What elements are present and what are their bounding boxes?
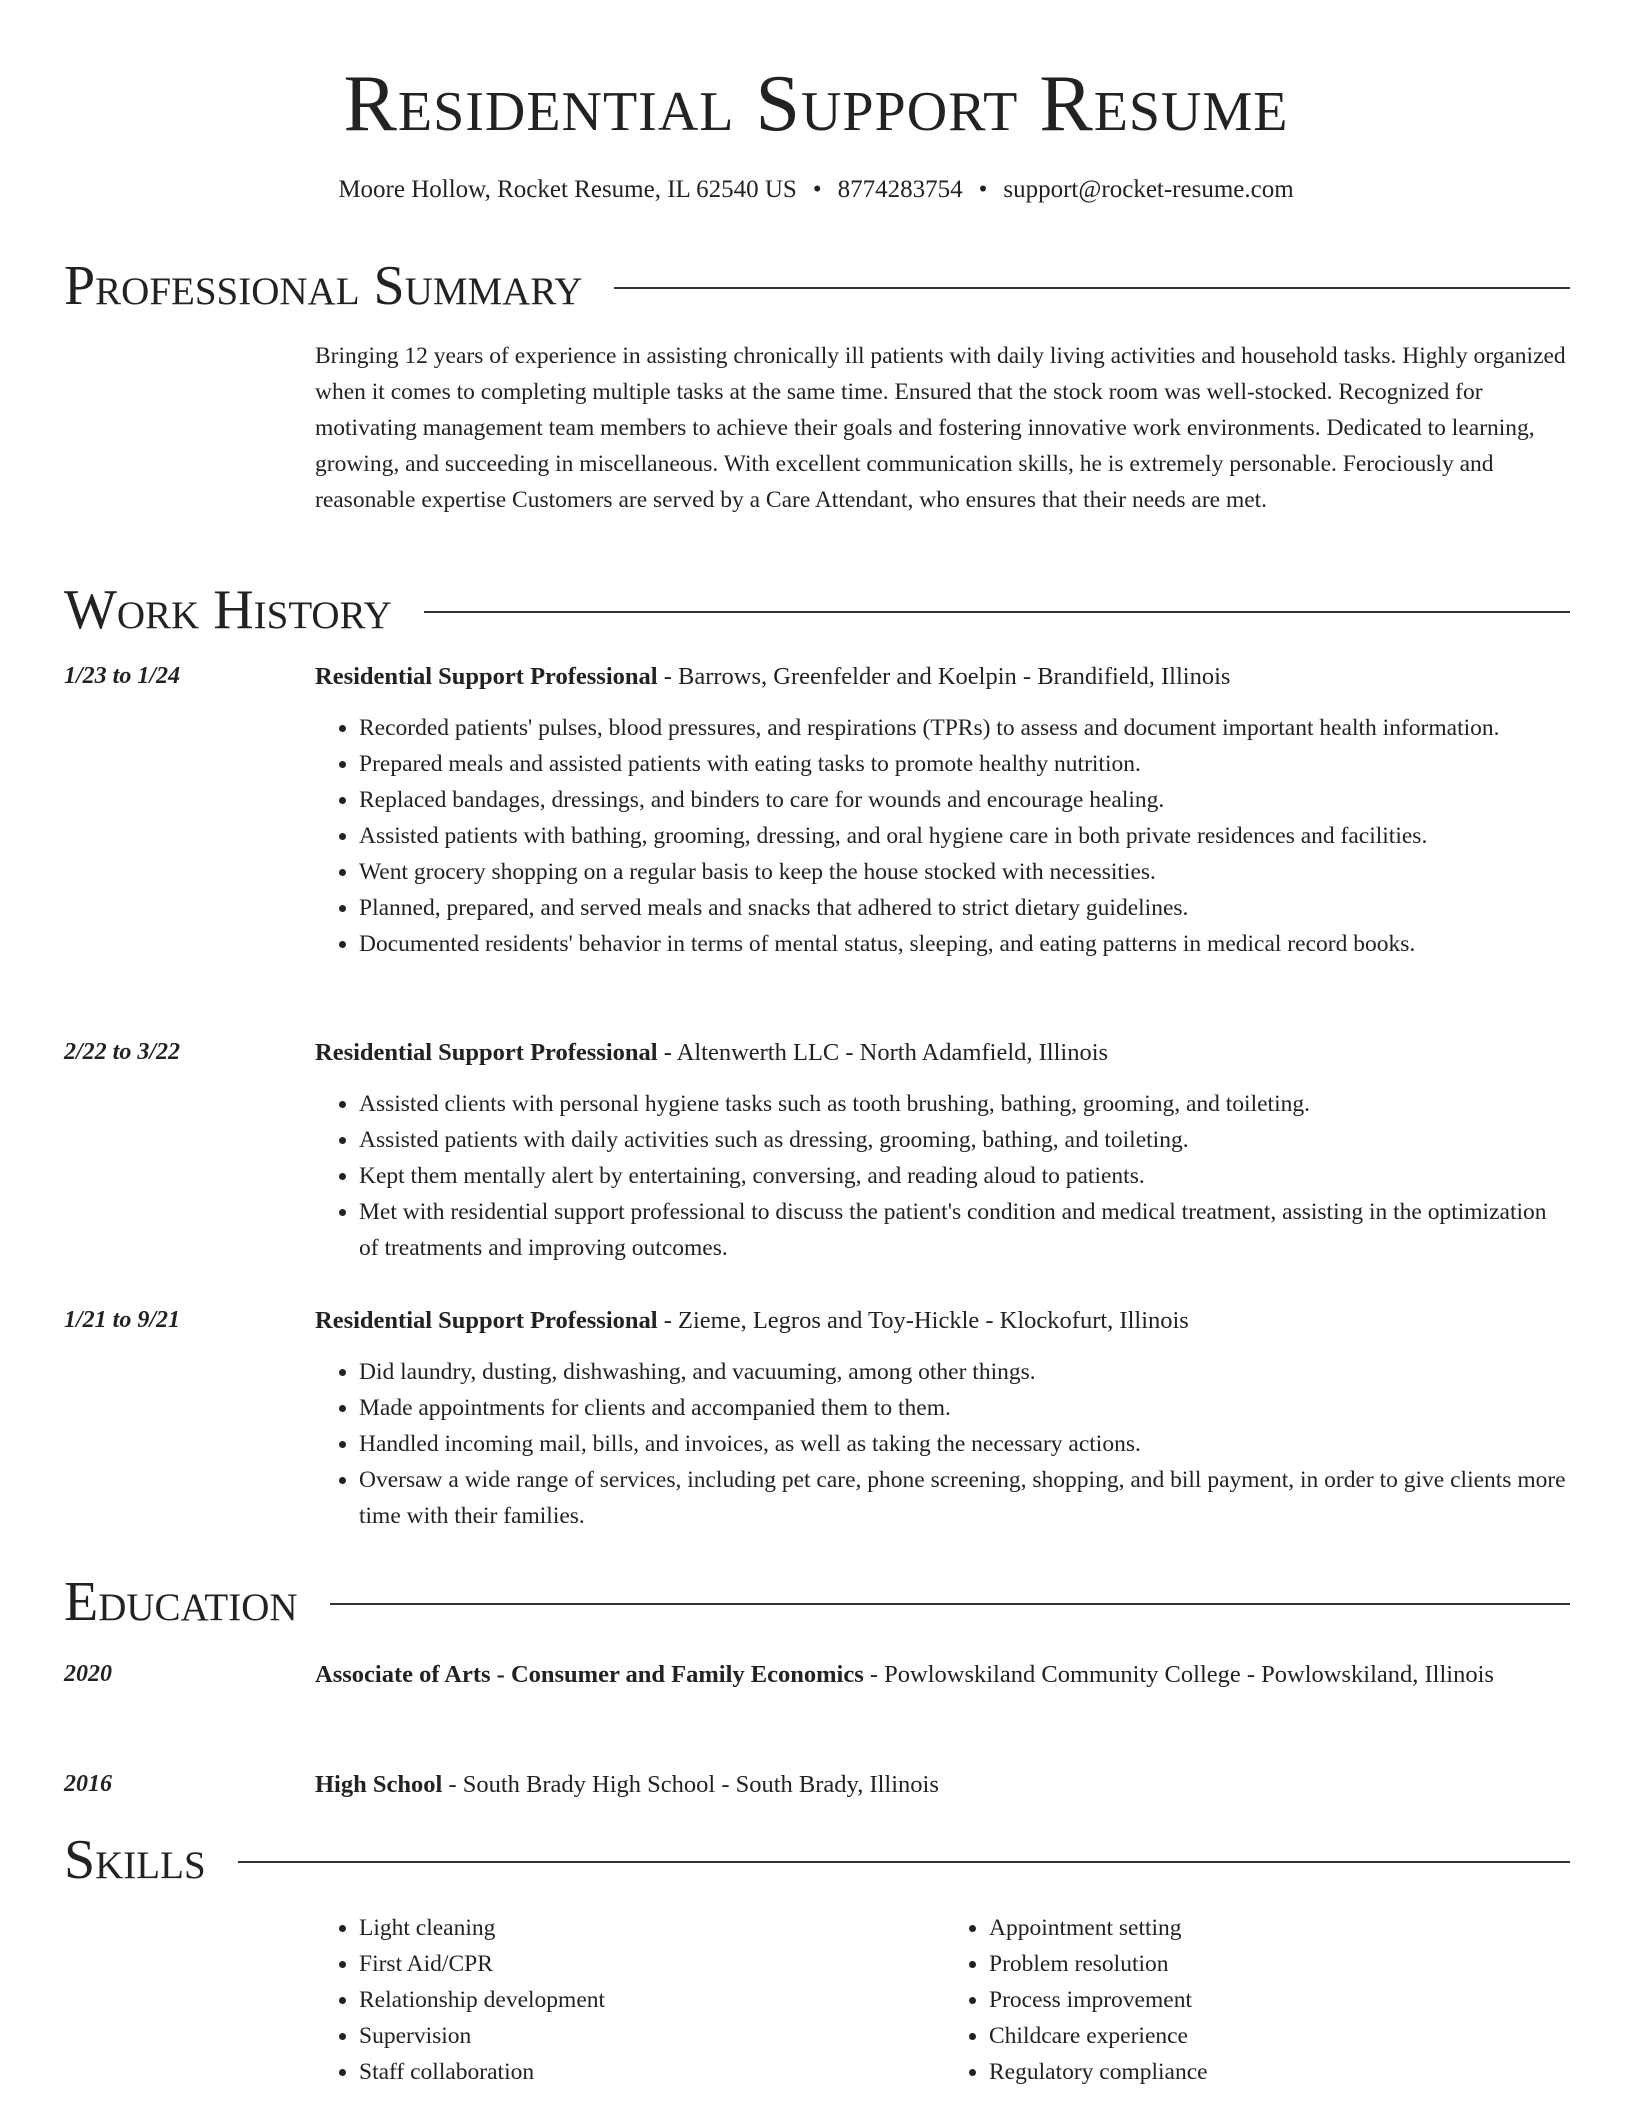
duty-item: • Planned, prepared, and served meals and snacks that adhered to strict dietary guidelines.	[359, 890, 1570, 926]
education-degree: Associate of Arts - Consumer and Family Economics	[315, 1661, 864, 1688]
job-duties	[315, 710, 1570, 962]
duty-item: • Assisted clients with personal hygiene tasks such as tooth brushing, bathing, grooming, and toileting.	[359, 1086, 1570, 1122]
education-line	[315, 1766, 1570, 1804]
contact-separator: •	[812, 176, 822, 203]
skill-item: • Regulatory compliance	[989, 2054, 1559, 2090]
duty-item: • Assisted patients with daily activities such as dressing, grooming, bathing, and toileting.	[359, 1122, 1570, 1158]
education-details: - Powlowskiland Community College - Powlowskiland, Illinois	[863, 1661, 1494, 1688]
section-rule	[330, 1603, 1570, 1605]
contact-separator: •	[978, 176, 988, 203]
section-rule	[614, 287, 1570, 289]
skill-item: • Light cleaning	[359, 1910, 929, 1946]
job-title-line	[315, 1034, 1570, 1072]
skill-item: • Appointment setting	[989, 1910, 1559, 1946]
duty-item: • Handled incoming mail, bills, and invoices, as well as taking the necessary actions.	[359, 1426, 1570, 1462]
education-degree: High School	[315, 1771, 443, 1798]
duty-item: • Went grocery shopping on a regular basis to keep the house stocked with necessities.	[359, 854, 1570, 890]
section-heading-work-history	[64, 580, 1570, 640]
skill-item: • Childcare experience	[989, 2018, 1559, 2054]
contact-phone: 8774283754	[837, 176, 963, 203]
job-details: - Barrows, Greenfelder and Koelpin - Brandifield, Illinois	[657, 663, 1231, 690]
skills-column-1	[315, 1910, 929, 2090]
job-details: - Altenwerth LLC - North Adamfield, Illinois	[657, 1039, 1109, 1066]
duty-item: • Made appointments for clients and accompanied them to them.	[359, 1390, 1570, 1426]
duty-item: • Documented residents' behavior in terms of mental status, sleeping, and eating patterns in medical record books.	[359, 926, 1570, 962]
job-dates: 2/22 to 3/22	[64, 1039, 181, 1065]
resume-title: Residential Support Resume	[343, 60, 1289, 148]
duty-item: • Oversaw a wide range of services, including pet care, phone screening, shopping, and bill payment, in order to give clients more time with their families.	[359, 1462, 1570, 1534]
duty-item: • Kept them mentally alert by entertaining, conversing, and reading aloud to patients.	[359, 1158, 1570, 1194]
skill-item: • Problem resolution	[989, 1946, 1559, 1982]
job-title: Residential Support Professional	[315, 1039, 658, 1066]
job-dates: 1/21 to 9/21	[64, 1307, 181, 1333]
section-heading-skills	[64, 1830, 1570, 1890]
skills-column-2	[929, 1910, 1559, 2090]
job-duties	[315, 1086, 1570, 1266]
education-line	[315, 1656, 1570, 1694]
job-title: Residential Support Professional	[315, 1307, 658, 1334]
education-details: - South Brady High School - South Brady, Illinois	[442, 1771, 939, 1798]
skill-item: • Relationship development	[359, 1982, 929, 2018]
job-title-line	[315, 658, 1570, 696]
duty-item: • Assisted patients with bathing, grooming, dressing, and oral hygiene care in both private residences and facilities.	[359, 818, 1570, 854]
contact-email: support@rocket-resume.com	[1003, 176, 1294, 203]
education-year: 2020	[64, 1661, 112, 1687]
job-details: - Zieme, Legros and Toy-Hickle - Klockofurt, Illinois	[657, 1307, 1189, 1334]
section-rule	[424, 611, 1570, 613]
skill-item: • Staff collaboration	[359, 2054, 929, 2090]
section-title: Skills	[64, 1829, 206, 1891]
job-dates: 1/23 to 1/24	[64, 663, 181, 689]
section-title: Education	[64, 1571, 298, 1633]
section-title: Professional Summary	[64, 255, 583, 317]
duty-item: • Did laundry, dusting, dishwashing, and vacuuming, among other things.	[359, 1354, 1570, 1390]
education-year: 2016	[64, 1771, 112, 1797]
skill-item: • Process improvement	[989, 1982, 1559, 2018]
duty-item: • Recorded patients' pulses, blood pressures, and respirations (TPRs) to assess and document important health information.	[359, 710, 1570, 746]
duty-item: • Replaced bandages, dressings, and binders to care for wounds and encourage healing.	[359, 782, 1570, 818]
job-title-line	[315, 1302, 1570, 1340]
contact-address: Moore Hollow, Rocket Resume, IL 62540 US	[338, 176, 797, 203]
skill-item: • First Aid/CPR	[359, 1946, 929, 1982]
section-title: Work History	[64, 579, 392, 641]
summary-text: Bringing 12 years of experience in assisting chronically ill patients with daily living activities and household tasks. Highly organized when it comes to completing multiple tasks at the same time. Ensured that the stock room was well-stocked. Recognized for motivating management team members to achieve their goals and fostering innovative work environments. Dedicated to learning, growing, and succeeding in miscellaneous. With excellent communication skills, he is extremely personable. Ferociously and reasonable expertise Customers are served by a Care Attendant, who ensures that their needs are met.	[315, 343, 1566, 513]
duty-item: • Met with residential support professional to discuss the patient's condition and medical treatment, assisting in the optimization of treatments and improving outcomes.	[359, 1194, 1570, 1266]
contact-line	[0, 174, 1632, 206]
skills-list	[315, 1910, 1570, 2090]
duty-item: • Prepared meals and assisted patients with eating tasks to promote healthy nutrition.	[359, 746, 1570, 782]
section-rule	[238, 1861, 1570, 1863]
job-title: Residential Support Professional	[315, 663, 658, 690]
section-heading-summary	[64, 256, 1570, 316]
section-heading-education	[64, 1572, 1570, 1632]
skill-item: • Supervision	[359, 2018, 929, 2054]
job-duties	[315, 1354, 1570, 1534]
